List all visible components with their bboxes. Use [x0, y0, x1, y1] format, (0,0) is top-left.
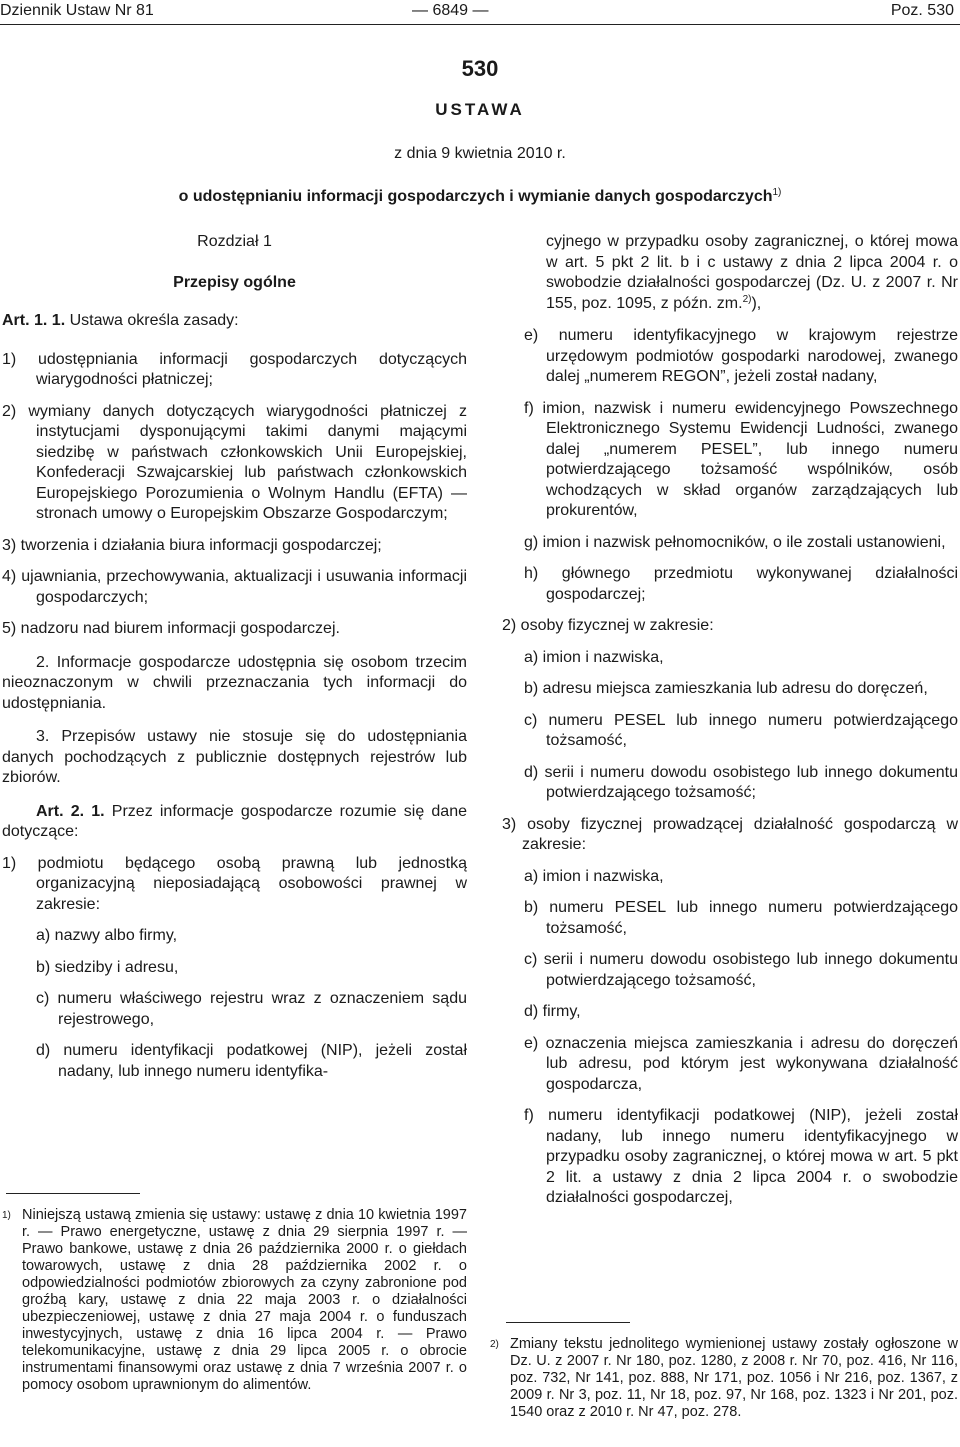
chapter-name: Przepisy ogólne [173, 273, 296, 291]
footnote-ref-2[interactable]: 2) [742, 293, 752, 305]
art2-item-3c: c) serii i numeru dowodu osobistego lub innego dokumentu potwierdzającego tożsamość, [524, 951, 958, 989]
art2-item-3f: f) numeru identyfikacji podatkowej (NIP), jeżeli został nadany, lub innego numeru identyfikacyjnego w przypadku osoby zagranicznej, o której mowa w art. 5 pkt 2 lit. a ustawy z dnia 2 lipca 2004 r. o swobodzie działalności gospodarczej, [524, 1107, 958, 1206]
art1-p3-text: Przepisów ustawy nie stosuje się do udostępniania danych pochodzących z publicznie dostępnych rejestrów lub zbiorów. [2, 728, 467, 786]
art2-item-2d: d) serii i numeru dowodu osobistego lub innego dokumentu potwierdzającego tożsamość; [524, 763, 958, 801]
footnote-2 [490, 1336, 958, 1421]
art2-item-1g: g) imion i nazwisk pełnomocników, o ile zostali ustanowieni, [524, 533, 946, 551]
footnote-ref-1[interactable]: 1) [772, 187, 782, 198]
footnote-2-mark: 2) [490, 1339, 499, 1350]
art2-item-3a: a) imion i nazwiska, [524, 867, 664, 885]
art1-p3 [2, 727, 467, 789]
art2-item-1f: f) imion, nazwisk i numeru ewidencyjnego Powszechnego Elektronicznego Systemu Ewidencji Ludności, zwanego dalej „numerem PESEL”, lub innego numeru potwierdzającego tożsamość wspólników, osób wchodzących w skład organów zarządzających lub prokurentów, [524, 399, 958, 519]
page-number: — 6849 — [412, 2, 489, 19]
art2-item-3d: d) firmy, [524, 1003, 581, 1020]
footnote-1 [2, 1207, 467, 1394]
chapter-heading [2, 232, 467, 293]
art1-item-3: 3) tworzenia i działania biura informacji gospodarczej; [2, 536, 382, 554]
continuation-text: cyjnego w przypadku osoby zagranicznej, o której mowa w art. 5 pkt 2 lit. b i c ustawy z dnia 2 lipca 2004 r. o swobodzie działalności gospodarczej (Dz. U. z 2007 r. Nr 155, poz. 1095, z późn. zm. [546, 233, 958, 312]
art2-item-1c: c) numeru właściwego rejestru wraz z oznaczeniem sądu rejestrowego, [36, 990, 467, 1028]
art2-item-1b: b) siedziby i adresu, [36, 958, 179, 976]
art1-paragraph [2, 311, 467, 332]
footnote-2-text: Zmiany tekstu jednolitego wymienionej ustawy zostały ogłoszone w Dz. U. z 2007 r. Nr 180, poz. 1280, z 2008 r. Nr 70, poz. 416, Nr 116, poz. 732, Nr 141, poz. 888, Nr 171, poz. 1056 i Nr 216, poz. 1367, z 2009 r. Nr 3, poz. 11, Nr 18, poz. 97, Nr 168, poz. 1323 i Nr 201, poz. 1540 oraz z 2010 r. Nr 47, poz. 278. [510, 1336, 958, 1420]
art1-intro: Ustawa określa zasady: [69, 312, 239, 329]
art1-p2-num: 2. [36, 653, 50, 671]
art2-item-2b: b) adresu miejsca zamieszkania lub adresu do doręczeń, [524, 680, 928, 697]
act-date: z dnia 9 kwietnia 2010 r. [394, 145, 566, 162]
running-header [0, 0, 960, 24]
art1-item-5: 5) nadzoru nad biurem informacji gospodarczej. [2, 620, 340, 637]
footnote-rule-left [6, 1193, 140, 1194]
art2-item-3e: e) oznaczenia miejsca zamieszkania i adresu do doręczeń lub adresu, pod którym jest wykonywana działalność gospodarcza, [524, 1034, 958, 1093]
journal-name: Dziennik Ustaw Nr 81 [0, 2, 154, 19]
art1-item-4: 4) ujawniania, przechowywania, aktualizacji i usuwania informacji gospodarczych; [2, 568, 467, 606]
act-type: USTAWA [435, 100, 525, 119]
art2-item-2a: a) imion i nazwiska, [524, 648, 664, 666]
art2-item-1h: h) głównego przedmiotu wykonywanej działalności gospodarczej; [524, 565, 958, 603]
art2-item-1d: d) numeru identyfikacji podatkowej (NIP), jeżeli został nadany, lub innego numeru identyfika- [36, 1042, 467, 1080]
art2-item-2: 2) osoby fizycznej w zakresie: [502, 617, 714, 634]
continuation-end: ), [751, 294, 762, 312]
art2-paragraph [2, 802, 467, 843]
art1-item-2: 2) wymiany danych dotyczących wiarygodności płatniczej z instytucjami dysponującymi takimi danymi mającymi siedzibę w państwach członkowskich Unii Europejskiej, Konfederacji Szwajcarskiej lub państwach członkowskich Europejskiego Porozumienia o Wolnym Handlu (EFTA) — stronach umowy o Europejskim Obszarze Gospodarczym; [2, 402, 467, 522]
art2-item-1d-continuation [502, 232, 958, 314]
art2-item-3: 3) osoby fizycznej prowadzącej działalność gospodarczą w zakresie: [502, 815, 958, 853]
art2-item-1a: a) nazwy albo firmy, [36, 927, 178, 944]
art2-lead: Art. 2. 1. [36, 802, 105, 820]
header-rule [0, 24, 960, 25]
art2-item-2c: c) numeru PESEL lub innego numeru potwierdzającego tożsamość, [524, 711, 958, 749]
position-number: Poz. 530 [890, 2, 954, 19]
art2-intro: Przez informacje gospodarcze rozumie się dane dotyczące: [2, 802, 467, 840]
act-title [0, 188, 960, 206]
art2-item-1: 1) podmiotu będącego osobą prawną lub jednostką organizacyjną nieposiadającą osobowości prawnej w zakresie: [2, 854, 467, 913]
art1-p3-num: 3. [36, 728, 50, 745]
art1-item-1: 1) udostępniania informacji gospodarczych dotyczących wiarygodności płatniczej; [2, 350, 467, 388]
art2-item-3b: b) numeru PESEL lub innego numeru potwierdzającego tożsamość, [524, 899, 958, 937]
art1-p2 [2, 653, 467, 715]
act-number: 530 [461, 56, 499, 81]
art1-p2-text: Informacje gospodarcze udostępnia się osobom trzecim nieoznaczonym w chwili przeznaczania tych informacji do udostępniania. [2, 653, 467, 712]
art2-item-1e: e) numeru identyfikacyjnego w krajowym rejestrze urzędowym podmiotów gospodarki narodowej, zwanego dalej „numerem REGON”, jeżeli został nadany, [524, 327, 958, 385]
art1-lead: Art. 1. 1. [2, 312, 66, 329]
left-column [2, 232, 467, 1082]
act-title-text: o udostępnianiu informacji gospodarczych i wymianie danych gospodarczych [178, 188, 773, 205]
chapter-label: Rozdział 1 [197, 233, 272, 250]
right-column [502, 232, 958, 1209]
footnote-1-text: Niniejszą ustawą zmienia się ustawy: ustawę z dnia 10 kwietnia 1997 r. — Prawo energetyczne, ustawę z dnia 29 sierpnia 1997 r. — Prawo bankowe, ustawę z dnia 26 października 2000 r. o giełdach towarowych, ustawę z dnia 28 października 2002 r. o odpowiedzialności podmiotów zbiorowych za czyny zabronione pod groźbą kary, ustawę z dnia 22 maja 2003 r. o działalności ubezpieczeniowej, ustawę z dnia 27 maja 2004 r. o funduszach inwestycyjnych, ustawę z dnia 16 lipca 2004 r. — Prawo telekomunikacyjne, ustawę z dnia 29 lipca 2005 r. o obrocie instrumentami finansowymi oraz ustawę z dnia 7 września 2007 r. o pomocy osobom uprawnionym do alimentów. [22, 1207, 467, 1393]
footnote-rule-right [506, 1322, 630, 1323]
footnote-1-mark: 1) [2, 1210, 11, 1221]
